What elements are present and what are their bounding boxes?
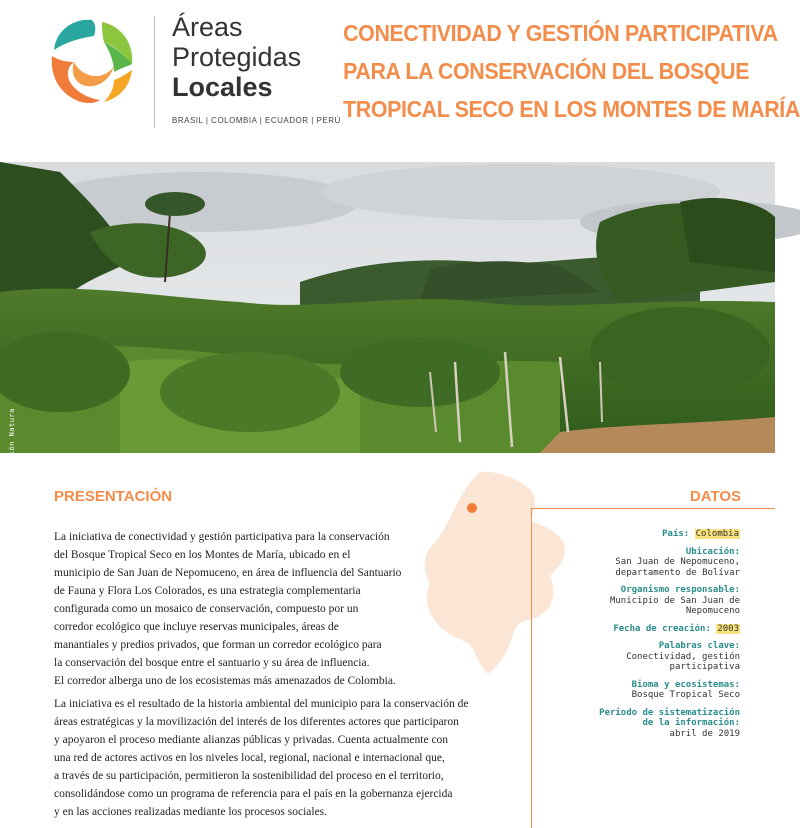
periodo-label bbox=[510, 708, 740, 729]
p2-line: áreas estratégicas y la movilización del interés de los diferentes actores que participaron bbox=[54, 716, 459, 728]
ubicacion-line: San Juan de Nepomuceno, bbox=[615, 557, 740, 567]
fecha-value: 2003 bbox=[717, 623, 739, 634]
title-line-2: PARA LA CONSERVACIÓN DEL BOSQUE bbox=[343, 58, 750, 84]
p1-line: El corredor alberga uno de los ecosistemas más amenazados de Colombia. bbox=[54, 675, 396, 687]
p2-line: y en las acciones realizadas mediante los procesos sociales. bbox=[54, 806, 328, 818]
palabras-line: Conectividad, gestión bbox=[626, 651, 740, 662]
p1-line: la conservación del bosque entre el santuario y su área de influencia. bbox=[54, 657, 370, 669]
location-marker-icon bbox=[467, 503, 477, 513]
palabras-value bbox=[510, 652, 740, 673]
logo-divider bbox=[154, 16, 155, 128]
periodo-line: abril de 2019 bbox=[669, 728, 740, 739]
p2-line: y apoyaron el proceso mediante alianzas públicas y privadas. Cuenta actualmente con bbox=[54, 734, 449, 746]
p1-line: municipio de San Juan de Nepomuceno, en área de influencia del Santuario bbox=[54, 567, 402, 579]
presentacion-paragraph-1 bbox=[54, 528, 434, 690]
ubicacion-value bbox=[510, 557, 740, 578]
title-line-3: TROPICAL SECO EN LOS MONTES DE MARÍA bbox=[343, 96, 800, 122]
logo-line-3: Locales bbox=[172, 72, 273, 102]
organismo-line: Nepomuceno bbox=[685, 606, 740, 616]
bioma-label: Bioma y ecosistemas: bbox=[631, 679, 740, 690]
datos-palabras bbox=[510, 641, 740, 673]
ubicacion-label: Ubicación: bbox=[685, 546, 740, 557]
pais-label: País: bbox=[662, 529, 690, 539]
presentacion-heading: PRESENTACIÓN bbox=[54, 488, 173, 505]
forest-landscape-image bbox=[0, 162, 775, 453]
organismo-label: Organismo responsable: bbox=[620, 585, 740, 595]
areas-protegidas-logo-icon bbox=[44, 12, 140, 108]
p2-line: consolidándose como un programa de referencia para el país en la gobernanza ejercida bbox=[54, 788, 453, 800]
datos-pais bbox=[510, 529, 740, 540]
page-header bbox=[0, 0, 800, 162]
logo-line-2: Protegidas bbox=[172, 42, 302, 72]
p1-line: La iniciativa de conectividad y gestión participativa para la conservación bbox=[54, 531, 390, 543]
logo-countries: BRASIL | COLOMBIA | ECUADOR | PERÚ bbox=[172, 116, 341, 125]
p1-line: corredor ecológico que incluye reservas municipales, áreas de bbox=[54, 621, 339, 633]
p2-line: una red de actores activos en los niveles local, regional, nacional e internacional que, bbox=[54, 752, 445, 764]
palabras-label: Palabras clave: bbox=[658, 641, 740, 651]
logo-wordmark bbox=[172, 12, 342, 125]
datos-ubicacion bbox=[510, 547, 740, 579]
p1-line: manantiales y predios privados, que forman un corredor ecológico para bbox=[54, 639, 382, 651]
periodo-label-line: Periodo de sistematización bbox=[599, 707, 740, 718]
title-line-1: CONECTIVIDAD Y GESTIÓN PARTICIPATIVA bbox=[343, 20, 778, 46]
palabras-line: participativa bbox=[669, 662, 740, 672]
presentacion-paragraph-2 bbox=[54, 695, 494, 821]
organismo-line: Municipio de San Juan de bbox=[609, 595, 740, 606]
logo-line-1: Áreas bbox=[172, 12, 243, 42]
datos-heading: DATOS bbox=[689, 488, 741, 505]
datos-organismo bbox=[510, 585, 740, 617]
periodo-label-line: de la información: bbox=[642, 718, 740, 728]
p1-line: de Fauna y Flora Los Colorados, es una estrategia complementaria bbox=[54, 585, 361, 597]
ubicacion-line: departamento de Bolívar bbox=[615, 567, 740, 578]
datos-periodo bbox=[510, 708, 740, 740]
p1-line: configurada como un mosaico de conservación, compuesto por un bbox=[54, 603, 359, 615]
bioma-line: Bosque Tropical Seco bbox=[631, 690, 740, 700]
p1-line: del Bosque Tropical Seco en los Montes de María, ubicado en el bbox=[54, 549, 351, 561]
document-title bbox=[343, 14, 800, 128]
datos-panel bbox=[510, 529, 740, 746]
pais-value: Colombia bbox=[695, 529, 739, 539]
datos-fecha bbox=[510, 624, 740, 635]
p2-line: a través de su participación, permitieron la sostenibilidad del proceso en el territorio, bbox=[54, 770, 444, 782]
datos-bioma bbox=[510, 680, 740, 701]
p2-line: La iniciativa es el resultado de la historia ambiental del municipio para la conservación de bbox=[54, 698, 469, 710]
periodo-value bbox=[510, 729, 740, 740]
bioma-value bbox=[510, 690, 740, 701]
photo-credit: FOTO: Sandra González, Fundación Natura bbox=[8, 408, 16, 592]
organismo-value bbox=[510, 596, 740, 617]
fecha-label: Fecha de creación: bbox=[613, 623, 711, 634]
